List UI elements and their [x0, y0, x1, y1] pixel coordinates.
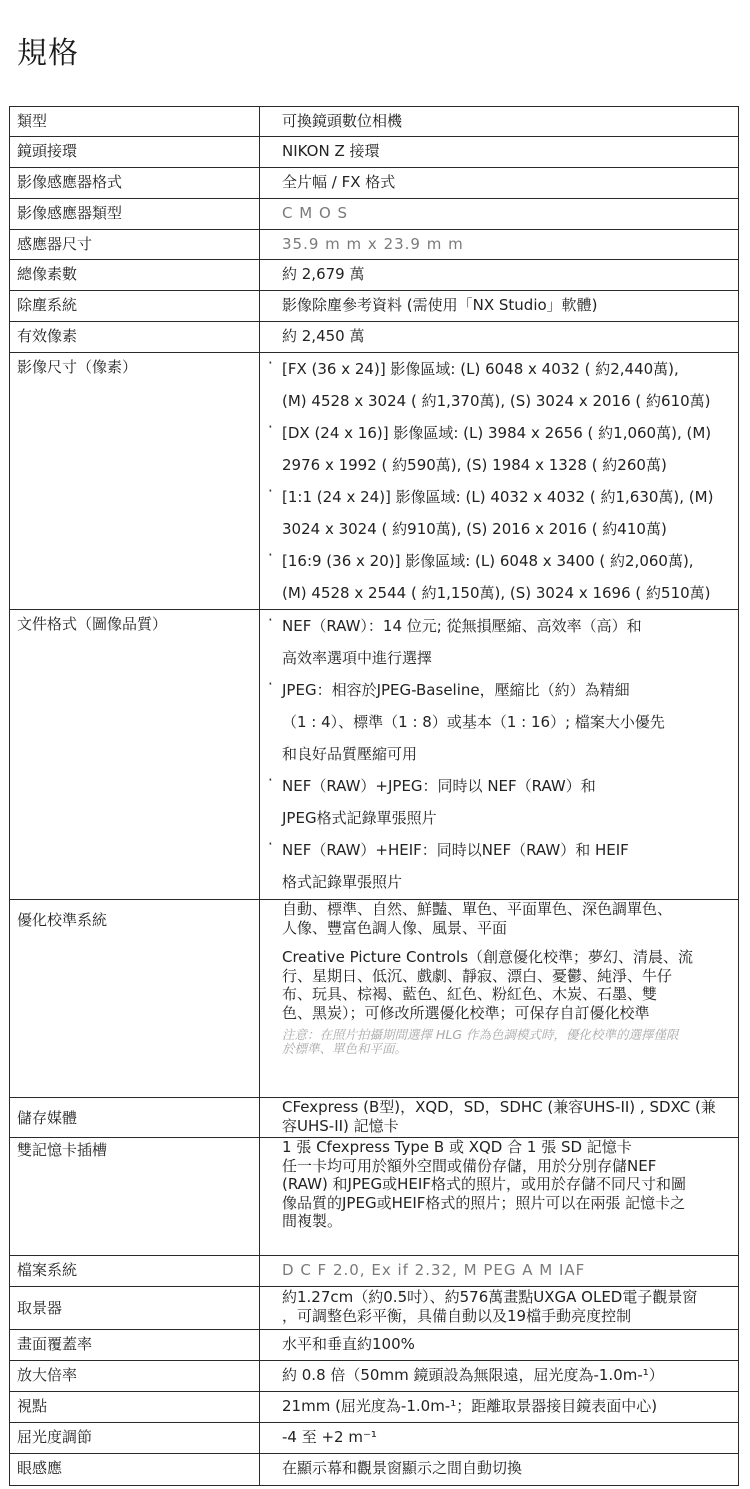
spec-label: 文件格式（圖像品質）: [10, 610, 260, 900]
spec-label: 鏡頭接環: [10, 137, 260, 168]
spec-value: C M O S: [260, 199, 739, 230]
list-item: · [1:1 (24 x 24)] 影像區域: (L) 4032 x 4032 ( 約1,630萬), (M) 3024 x 3024 ( 約910萬), (S) 2016 x 2016 ( 約410萬): [268, 482, 714, 538]
spec-row-dual-slot: [10, 1138, 739, 1256]
spec-value-list: [260, 353, 739, 610]
spec-label: 畫面覆蓋率: [10, 1330, 260, 1361]
list-item: · NEF（RAW）：14 位元; 從無損壓縮、高效率（高）和 高效率選項中進行選擇: [268, 611, 642, 667]
bullet-icon: ·: [268, 611, 273, 629]
spec-value: 約1.27cm（約0.5吋）、約576萬畫點UXGA OLED電子觀景窗 ，可調整色彩平衡，具備自動以及19檔手動亮度控制: [260, 1287, 739, 1330]
spec-label: 影像感應器格式: [10, 168, 260, 199]
spec-value: CFexpress (B型)，XQD，SD，SDHC (兼容UHS-II) , SDXC (兼 容UHS-II) 記憶卡: [260, 1098, 739, 1138]
bullet-icon: ·: [268, 675, 273, 693]
bullet-icon: ·: [268, 835, 273, 853]
spec-label: 有效像素: [10, 322, 260, 353]
spec-value: 1 張 Cfexpress Type B 或 XQD 合 1 張 SD 記憶卡 任一卡均可用於額外空間或備份存儲，用於分別存儲NEF (RAW) 和JPEG或HEIF格式的照片，或用於存儲不同尺寸和圖 像品質的JPEG或HEIF格式的照片；照片可以在兩張 記憶卡之 間複製。: [260, 1138, 739, 1256]
spec-row-magnification: [10, 1361, 739, 1392]
bullet-icon: ·: [268, 354, 273, 372]
spec-row-eyepoint: [10, 1392, 739, 1423]
spec-label: 視點: [10, 1392, 260, 1423]
spec-value: 35.9 m m x 23.9 m m: [260, 230, 739, 260]
spec-row-image-size: [10, 353, 739, 610]
spec-label: 儲存媒體: [10, 1098, 260, 1138]
spec-value: 約 0.8 倍（50mm 鏡頭設為無限遠，屈光度為-1.0m-¹）: [260, 1361, 739, 1392]
spec-row-sensor-format: [10, 168, 739, 199]
list-item: · JPEG：相容於JPEG-Baseline，壓縮比（約）為精細 （1 : 4）、標準（1 : 8）或基本（1 : 16）; 檔案大小優先 和良好品質壓縮可用: [268, 675, 665, 763]
spec-label: 類型: [10, 107, 260, 137]
spec-value: 水平和垂直約100%: [260, 1330, 739, 1361]
bullet-icon: ·: [268, 482, 273, 500]
spec-value: NIKON Z 接環: [260, 137, 739, 168]
spec-label: 放大倍率: [10, 1361, 260, 1392]
spec-row-effective-pixels: [10, 322, 739, 353]
spec-row-eye-sensor: [10, 1454, 739, 1486]
spec-value: -4 至 +2 m⁻¹: [260, 1423, 739, 1454]
spec-row-picture-control: [10, 900, 739, 1098]
spec-value-list: [260, 610, 739, 900]
spec-row-sensor-type: [10, 199, 739, 230]
page-title: 規格: [17, 36, 79, 71]
spec-value: 21mm (屈光度為-1.0m-¹；距離取景器接目鏡表面中心): [260, 1392, 739, 1423]
spec-label: 檔案系統: [10, 1256, 260, 1287]
spec-label: 感應器尺寸: [10, 230, 260, 260]
spec-row-dust: [10, 291, 739, 322]
spec-table: [9, 106, 739, 1486]
bullet-icon: ·: [268, 771, 273, 789]
spec-value: 影像除塵參考資料 (需使用「NX Studio」軟體): [260, 291, 739, 322]
spec-value: D C F 2.0, Ex if 2.32, M PEG A M IAF: [260, 1256, 739, 1287]
bullet-icon: ·: [268, 418, 273, 436]
spec-value: 可換鏡頭數位相機: [260, 107, 739, 137]
list-item: · NEF（RAW）+JPEG：同時以 NEF（RAW）和 JPEG格式記錄單張照片: [268, 771, 596, 827]
spec-value: 自動、標準、自然、鮮豔、單色、平面單色、深色調單色、 人像、豐富色調人像、風景、平面 Creative Picture Controls（創意優化校準；夢幻、清晨、流 行、星期日、低沉、戲劇、靜寂、漂白、憂鬱、純淨、牛仔 布、玩具、棕褐、藍色、紅色、粉紅色、木炭、石墨、雙 色、黑炭）；可修改所選優化校準；可保存自訂優化校準 注意：在照片拍攝期間選擇 HLG 作為色調模式時，優化校準的選擇僅限 於標準、單色和平面。: [260, 900, 739, 1098]
spec-label: 取景器: [10, 1287, 260, 1330]
note-text: 注意：在照片拍攝期間選擇 HLG 作為色調模式時，優化校準的選擇僅限 於標準、單色和平面。: [282, 1027, 679, 1056]
spec-row-storage: [10, 1098, 739, 1138]
spec-value: 約 2,450 萬: [260, 322, 739, 353]
spec-value: 約 2,679 萬: [260, 260, 739, 291]
spec-label: 影像感應器類型: [10, 199, 260, 230]
spec-row-sensor-size: [10, 230, 739, 260]
bullet-icon: ·: [268, 546, 273, 564]
spec-row-mount: [10, 137, 739, 168]
spec-label: 優化校準系統: [10, 900, 260, 1098]
spec-row-type: [10, 107, 739, 137]
spec-value: 在顯示幕和觀景窗顯示之間自動切換: [260, 1454, 739, 1486]
spec-row-file-system: [10, 1256, 739, 1287]
spec-label: 除塵系統: [10, 291, 260, 322]
spec-label: 雙記憶卡插槽: [10, 1138, 260, 1256]
spec-row-total-pixels: [10, 260, 739, 291]
spec-row-viewfinder: [10, 1287, 739, 1330]
spec-label: 屈光度調節: [10, 1423, 260, 1454]
spec-label: 眼感應: [10, 1454, 260, 1486]
list-item: · NEF（RAW）+HEIF：同時以NEF（RAW）和 HEIF 格式記錄單張照片: [268, 835, 629, 891]
spec-value: 全片幅 / FX 格式: [260, 168, 739, 199]
spec-label: 總像素數: [10, 260, 260, 291]
spec-row-diopter: [10, 1423, 739, 1454]
spec-label: 影像尺寸（像素）: [10, 353, 260, 610]
spec-row-coverage: [10, 1330, 739, 1361]
list-item: · [16:9 (36 x 20)] 影像區域: (L) 6048 x 3400 ( 約2,060萬), (M) 4528 x 2544 ( 約1,150萬), (S) 3024 x 1696 ( 約510萬): [268, 546, 711, 602]
list-item: · [FX (36 x 24)] 影像區域: (L) 6048 x 4032 ( 約2,440萬), (M) 4528 x 3024 ( 約1,370萬), (S) 3024 x 2016 ( 約610萬): [268, 354, 711, 410]
list-item: · [DX (24 x 16)] 影像區域: (L) 3984 x 2656 ( 約1,060萬), (M) 2976 x 1992 ( 約590萬), (S) 1984 x 1328 ( 約260萬): [268, 418, 712, 474]
spec-row-file-format: [10, 610, 739, 900]
